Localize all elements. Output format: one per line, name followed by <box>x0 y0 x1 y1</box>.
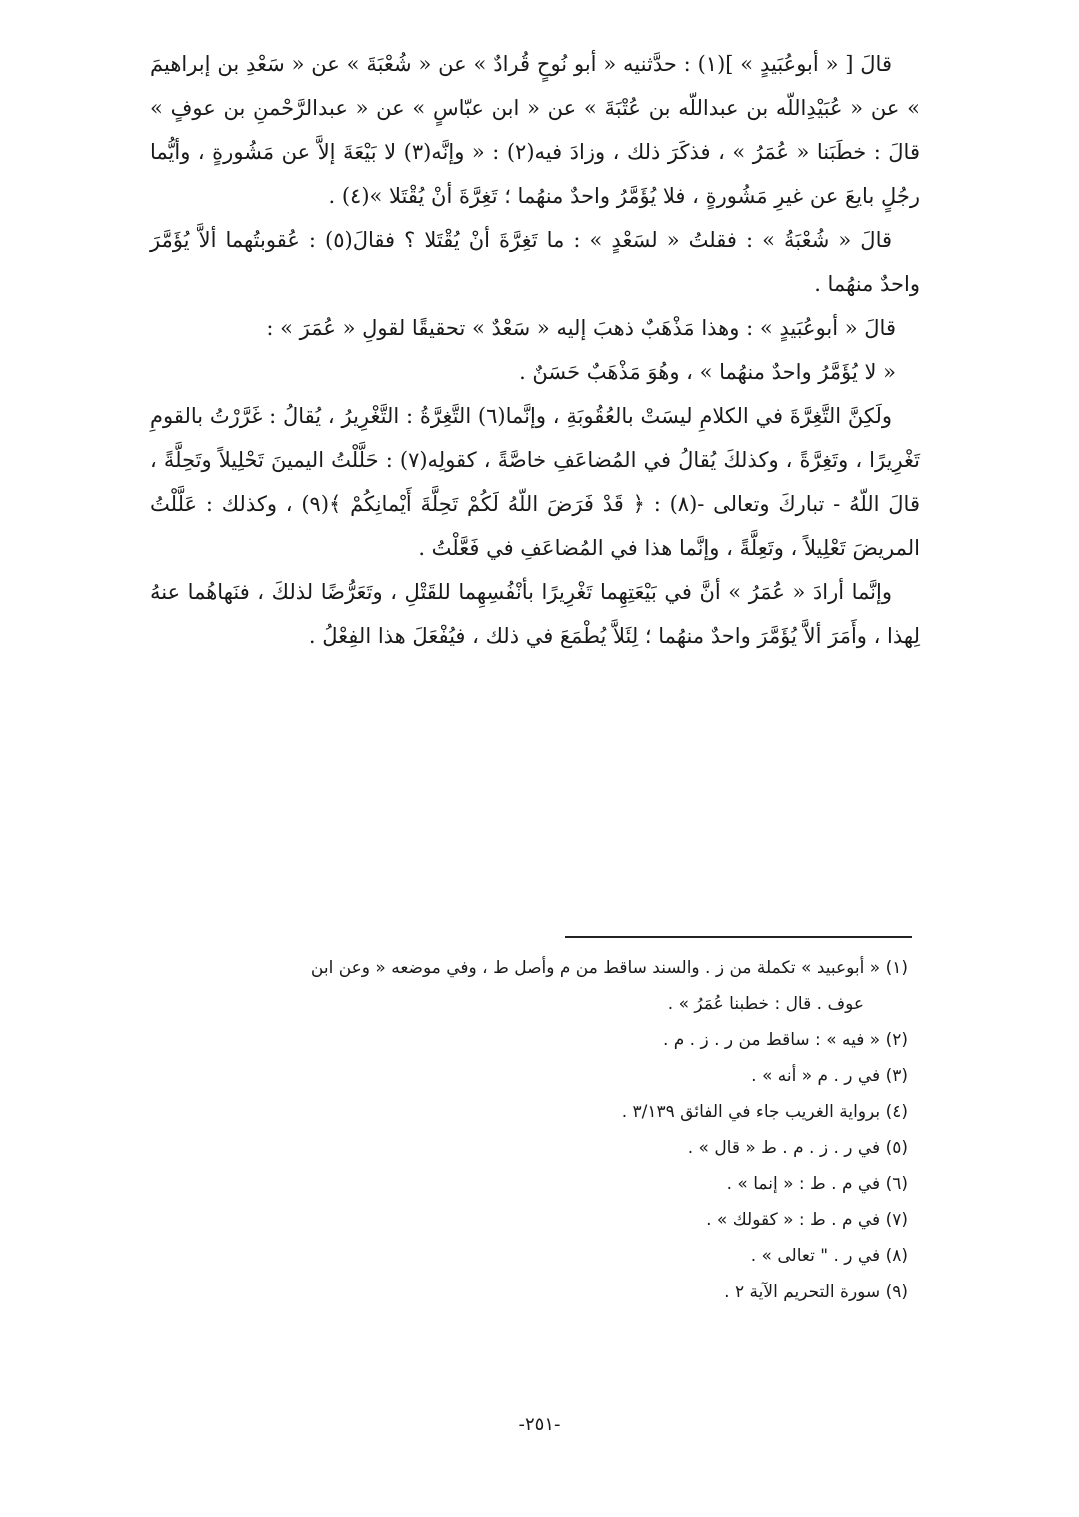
footnote-9: (٩) سورة التحريم الآية ٢ . <box>724 1282 908 1302</box>
paragraph-isnad: قالَ [ « أبوعُبَيدٍ » ](١) : حدَّثنيه « أبو نُوحٍ قُرادٌ » عن « شُعْبَةَ » عن « سَعْدِ بن إبراهيمَ » عن « عُبَيْدِاللّه بن عبداللّه بن عُتْبَةَ » عن « ابن عبّاسٍ » عن « عبدالرَّحْمنِ بن عوفٍ » قالَ : خطَبَنا « عُمَرُ » ، فذكَرَ ذلك ، وزادَ فيه(٢) : « وإنَّه(٣) لا بَيْعَةَ إلاَّ عن مَشُورةٍ ، وأيُّما رجُلٍ بايعَ عن غيرِ مَشُورةٍ ، فلا يُؤَمَّرُ واحدٌ منهُما ؛ تَغِرَّةَ أنْ يُقْتَلا »(٤) . <box>150 52 920 208</box>
paragraph-shuba: قالَ « شُعْبَةُ » : فقلتُ « لسَعْدٍ » : ما تَغِرَّةَ أنْ يُقْتَلا ؟ فقالَ(٥) : عُقوبتُهما ألاَّ يُؤَمَّرَ واحدٌ منهُما . <box>150 228 920 296</box>
footnote-separator <box>565 936 912 938</box>
footnote-6: (٦) في م . ط : « إنما » . <box>726 1174 908 1194</box>
footnote-8: (٨) في ر . " تعالى » . <box>750 1246 908 1266</box>
paragraph-umar: وإنَّما أرادَ « عُمَرُ » أنَّ في بَيْعَتِهِما تَغْرِيرًا بأنْفُسِهِما للقَتْلِ ، وتَعَرُّضًا لذلكَ ، فنَهاهُما عنهُ لِهذا ، وأَمَرَ ألاَّ يُؤَمَّرَ واحدٌ منهُما ؛ لِئَلاَّ يُطْمَعَ في ذلك ، فيُفْعَلَ هذا الفِعْلُ . <box>150 580 920 648</box>
footnote-1-continuation: عوف . قال : خطبنا عُمَرُ » . <box>667 994 864 1014</box>
footnote-7: (٧) في م . ط : « كقولك » . <box>706 1210 908 1230</box>
footnote-4: (٤) برواية الغريب جاء في الفائق ٣/١٣٩ . <box>621 1102 908 1122</box>
main-text <box>150 42 920 658</box>
page-number: -٢٥١- <box>518 1414 561 1435</box>
footnote-3: (٣) في ر . م « أنه » . <box>751 1066 908 1086</box>
paragraph-quote: « لا يُؤَمَّرُ واحدٌ منهُما » ، وهُوَ مَذْهَبٌ حَسَنٌ . <box>519 360 896 384</box>
footnotes <box>150 950 908 1310</box>
footnote-5: (٥) في ر . ز . م . ط « قال » . <box>687 1138 908 1158</box>
paragraph-taghirra: ولَكِنَّ التَّغِرَّةَ في الكلامِ ليسَتْ بالعُقُوبَةِ ، وإنَّما(٦) التَّغِرَّةُ : التَّغْرِيرُ ، يُقالُ : غَرَّرْتُ بالقومِ تَغْرِيرًا ، وتَغِرَّةً ، وكذلكَ يُقالُ في المُضاعَفِ خاصَّةً ، كقولِه(٧) : حَلَّلْتُ اليمينَ تَحْلِيلاً وتَحِلَّةً ، قالَ اللّهُ - تباركَ وتعالى -(٨) : ﴿ قَدْ فَرَضَ اللّهُ لَكُمْ تَحِلَّةَ أَيْمانِكُمْ ﴾(٩) ، وكذلك : عَلَّلْتُ المريضَ تَعْلِيلاً ، وتَعِلَّةً ، وإنَّما هذا في المُضاعَفِ في فَعَّلْتُ . <box>150 404 921 560</box>
footnote-1: (١) « أبوعبيد » تكملة من ز . والسند ساقط من م وأصل ط ، وفي موضعه « وعن ابن <box>310 958 908 978</box>
paragraph-abu-ubayd: قالَ « أبوعُبَيدٍ » : وهذا مَذْهَبٌ ذهبَ إليه « سَعْدٌ » تحقيقًا لقولِ « عُمَرَ » : <box>266 316 896 340</box>
footnote-2: (٢) « فيه » : ساقط من ر . ز . م . <box>662 1030 908 1050</box>
